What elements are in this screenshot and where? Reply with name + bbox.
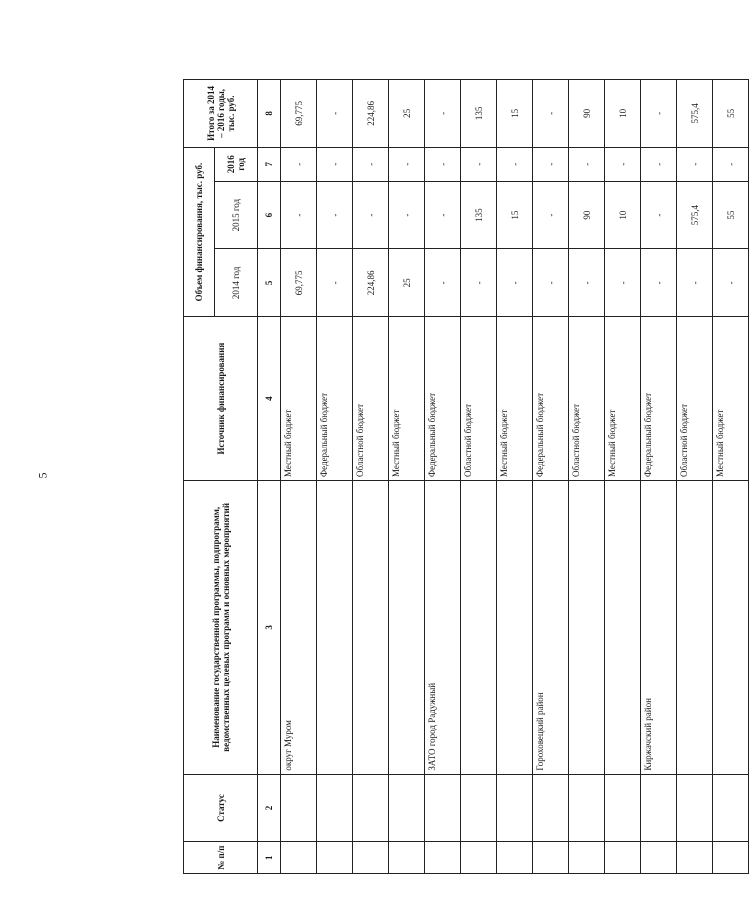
value-2014-cell: -: [677, 249, 713, 317]
total-cell: -: [425, 80, 461, 148]
table-row: [461, 80, 497, 874]
table-row: [533, 80, 569, 874]
table-row: [713, 80, 749, 874]
total-cell: -: [317, 80, 353, 148]
total-cell: 135: [461, 80, 497, 148]
program-name-cell: [713, 481, 749, 775]
source-cell: Областной бюджет: [461, 317, 497, 481]
source-cell: Местный бюджет: [389, 317, 425, 481]
table-row: [497, 80, 533, 874]
source-cell: Областной бюджет: [353, 317, 389, 481]
value-2014-cell: 224,86: [353, 249, 389, 317]
value-2015-cell: 135: [461, 181, 497, 249]
value-2016-cell: -: [533, 147, 569, 181]
index-cell: 5: [258, 249, 281, 317]
header-program-name: Наименование государственной программы, подпрограмм, ведомственных целевых программ и основных мероприятий: [184, 481, 258, 775]
header-2014: 2014 год: [215, 249, 258, 317]
program-name-cell: [569, 481, 605, 775]
num-cell: [461, 842, 497, 874]
financing-table: [183, 79, 749, 874]
program-name-cell: ЗАТО город Радужный: [425, 481, 461, 775]
status-cell: [605, 774, 641, 842]
program-name-cell: округ Муром: [281, 481, 317, 775]
status-cell: [497, 774, 533, 842]
program-name-cell: [677, 481, 713, 775]
source-cell: Местный бюджет: [281, 317, 317, 481]
header-total: Итого за 2014 – 2016 годы, тыс. руб.: [184, 80, 258, 148]
source-cell: Областной бюджет: [677, 317, 713, 481]
status-cell: [677, 774, 713, 842]
status-cell: [569, 774, 605, 842]
value-2016-cell: -: [317, 147, 353, 181]
num-cell: [569, 842, 605, 874]
value-2016-cell: -: [461, 147, 497, 181]
source-cell: Местный бюджет: [713, 317, 749, 481]
value-2016-cell: -: [605, 147, 641, 181]
value-2015-cell: -: [281, 181, 317, 249]
status-cell: [389, 774, 425, 842]
rotated-table-wrapper: [183, 79, 736, 874]
total-cell: 90: [569, 80, 605, 148]
num-cell: [533, 842, 569, 874]
index-cell: 3: [258, 481, 281, 775]
value-2015-cell: 575,4: [677, 181, 713, 249]
value-2014-cell: -: [713, 249, 749, 317]
program-name-cell: [497, 481, 533, 775]
total-cell: 575,4: [677, 80, 713, 148]
value-2014-cell: -: [425, 249, 461, 317]
source-cell: Областной бюджет: [569, 317, 605, 481]
index-cell: 1: [258, 842, 281, 874]
value-2014-cell: -: [461, 249, 497, 317]
value-2015-cell: 55: [713, 181, 749, 249]
value-2016-cell: -: [497, 147, 533, 181]
value-2014-cell: 25: [389, 249, 425, 317]
num-cell: [677, 842, 713, 874]
total-cell: 10: [605, 80, 641, 148]
status-cell: [317, 774, 353, 842]
program-name-cell: [461, 481, 497, 775]
table-row: [389, 80, 425, 874]
status-cell: [353, 774, 389, 842]
header-volume: Объем финансирования, тыс. руб.: [184, 147, 215, 316]
source-cell: Местный бюджет: [497, 317, 533, 481]
value-2015-cell: -: [317, 181, 353, 249]
value-2015-cell: 90: [569, 181, 605, 249]
total-cell: -: [533, 80, 569, 148]
table-row: [425, 80, 461, 874]
index-cell: 6: [258, 181, 281, 249]
value-2015-cell: -: [533, 181, 569, 249]
program-name-cell: Киржачский район: [641, 481, 677, 775]
num-cell: [281, 842, 317, 874]
value-2015-cell: 10: [605, 181, 641, 249]
value-2014-cell: -: [605, 249, 641, 317]
value-2016-cell: -: [713, 147, 749, 181]
value-2015-cell: -: [353, 181, 389, 249]
num-cell: [317, 842, 353, 874]
value-2014-cell: -: [497, 249, 533, 317]
num-cell: [389, 842, 425, 874]
status-cell: [281, 774, 317, 842]
value-2016-cell: -: [281, 147, 317, 181]
num-cell: [605, 842, 641, 874]
total-cell: 69,775: [281, 80, 317, 148]
header-2016: 2016 год: [215, 147, 258, 181]
total-cell: 25: [389, 80, 425, 148]
value-2015-cell: -: [641, 181, 677, 249]
table-row: [353, 80, 389, 874]
num-cell: [641, 842, 677, 874]
value-2016-cell: -: [677, 147, 713, 181]
source-cell: Федеральный бюджет: [533, 317, 569, 481]
num-cell: [497, 842, 533, 874]
source-cell: Местный бюджет: [605, 317, 641, 481]
page-number: 5: [35, 472, 50, 479]
status-cell: [713, 774, 749, 842]
value-2016-cell: -: [641, 147, 677, 181]
program-name-cell: [317, 481, 353, 775]
index-cell: 2: [258, 774, 281, 842]
table-row: [317, 80, 353, 874]
source-cell: Федеральный бюджет: [317, 317, 353, 481]
value-2016-cell: -: [569, 147, 605, 181]
table-row: [605, 80, 641, 874]
num-cell: [425, 842, 461, 874]
source-cell: Федеральный бюджет: [425, 317, 461, 481]
header-num: № п/п: [184, 842, 258, 874]
value-2014-cell: -: [533, 249, 569, 317]
value-2014-cell: 69,775: [281, 249, 317, 317]
value-2014-cell: -: [641, 249, 677, 317]
source-cell: Федеральный бюджет: [641, 317, 677, 481]
index-cell: 8: [258, 80, 281, 148]
table-row: [569, 80, 605, 874]
total-cell: 55: [713, 80, 749, 148]
num-cell: [713, 842, 749, 874]
program-name-cell: [605, 481, 641, 775]
program-name-cell: [389, 481, 425, 775]
value-2014-cell: -: [569, 249, 605, 317]
total-cell: 15: [497, 80, 533, 148]
program-name-cell: Гороховецкий район: [533, 481, 569, 775]
index-cell: 7: [258, 147, 281, 181]
status-cell: [641, 774, 677, 842]
status-cell: [425, 774, 461, 842]
program-name-cell: [353, 481, 389, 775]
value-2016-cell: -: [425, 147, 461, 181]
total-cell: 224,86: [353, 80, 389, 148]
value-2015-cell: -: [425, 181, 461, 249]
header-2015: 2015 год: [215, 181, 258, 249]
index-row: [258, 80, 281, 874]
index-cell: 4: [258, 317, 281, 481]
value-2015-cell: 15: [497, 181, 533, 249]
table-row: [677, 80, 713, 874]
status-cell: [533, 774, 569, 842]
table-row: [641, 80, 677, 874]
header-source: Источник финансирования: [184, 317, 258, 481]
table-row: [281, 80, 317, 874]
header-status: Статус: [184, 774, 258, 842]
value-2015-cell: -: [389, 181, 425, 249]
total-cell: -: [641, 80, 677, 148]
value-2016-cell: -: [389, 147, 425, 181]
value-2014-cell: -: [317, 249, 353, 317]
status-cell: [461, 774, 497, 842]
value-2016-cell: -: [353, 147, 389, 181]
num-cell: [353, 842, 389, 874]
